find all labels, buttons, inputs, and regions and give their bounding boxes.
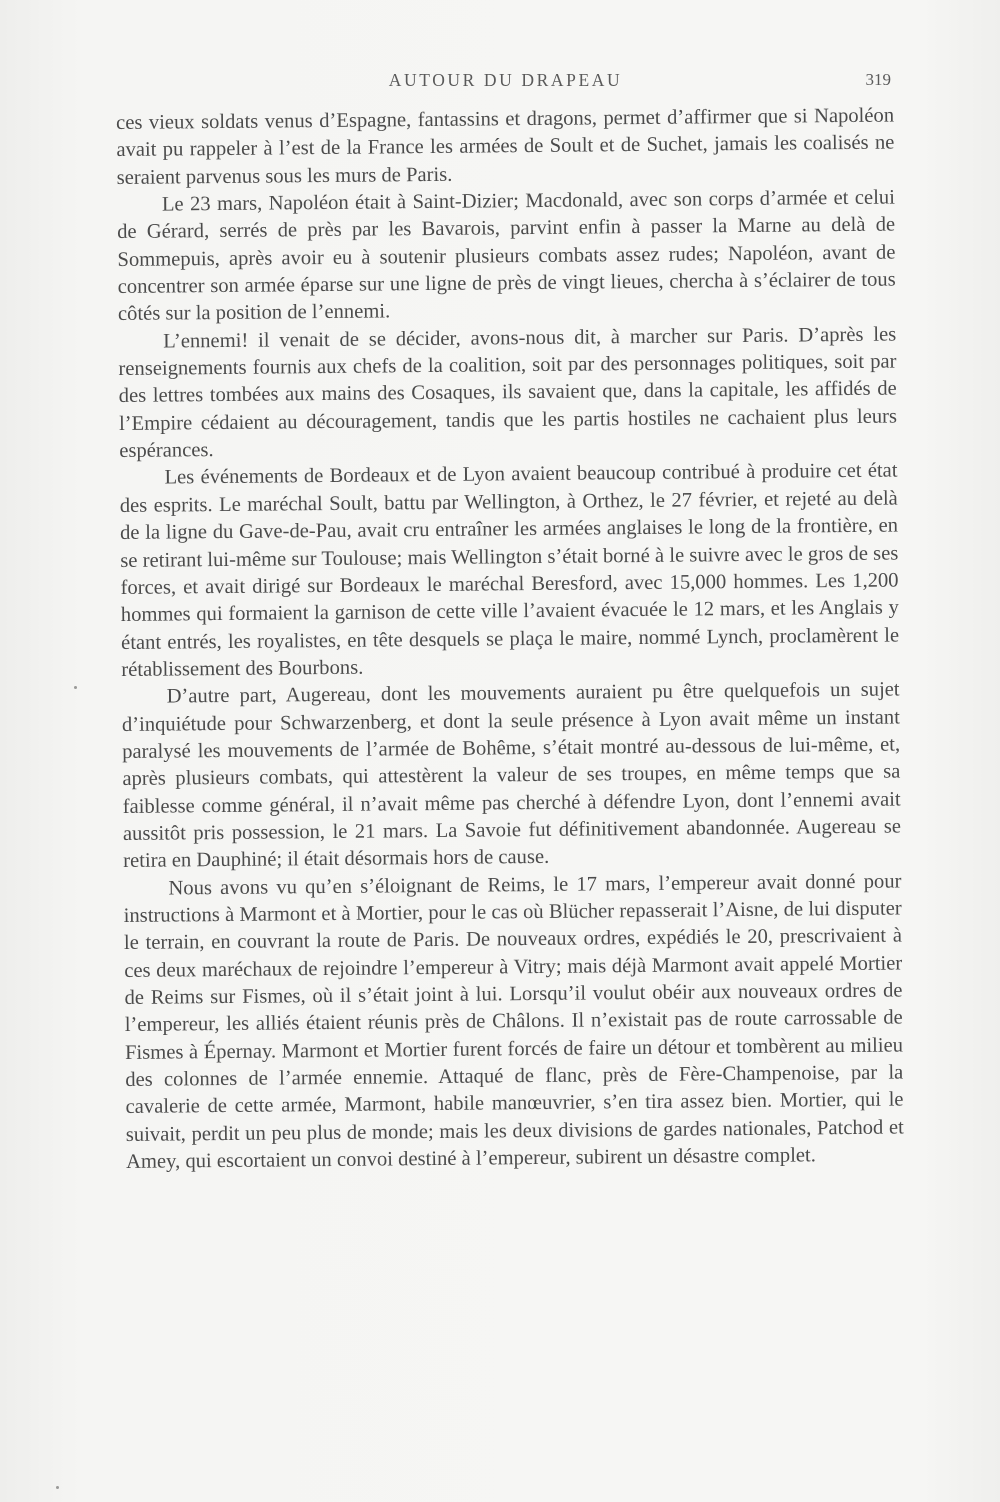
paper-speck	[56, 1486, 59, 1489]
paragraph-1: ces vieux soldats venus d’Espagne, fantassins et dragons, permet d’affirmer que si Napoléon avait pu rappeler à l’est de la France les armées de Soult et de Suchet, jamais les coalisés ne seraient parvenus sous les murs de Paris.	[116, 104, 895, 189]
paragraph-3: L’ennemi! il venait de se décider, avons-nous dit, à marcher sur Paris. D’après les renseignements fournis aux chefs de la coalition, soit par des personnages politiques, soit par des lettres tombées aux mains des Cosaques, ils savaient que, dans la capitale, les affidés de l’Empire cédaient au découragement, tandis que les partis hostiles ne cachaient plus leurs espérances.	[118, 323, 898, 463]
paper-speck	[74, 686, 77, 689]
page-number: 319	[865, 70, 891, 89]
paragraph-6: Nous avons vu qu’en s’éloignant de Reims, le 17 mars, l’empereur avait donné pour instructions à Marmont et à Mortier, pour le cas où Blücher repasserait l’Aisne, de lui disputer le terrain, en couvrant la route de Paris. De nouveaux ordres, expédiés le 20, prescrivaient à ces deux maréchaux de rejoindre l’empereur à Vitry; mais déjà Marmont avait appelé Mortier de Reims sur Fismes, où il s’était joint à lui. Lorsqu’il voulut obéir aux nouveaux ordres de l’empereur, les alliés étaient réunis près de Châlons. Il n’existait pas de route carrossable de Fismes à Épernay. Marmont et Mortier furent forcés de faire un détour et tombèrent au milieu des colonnes de l’armée ennemie. Attaqué de flanc, près de Fère-Champenoise, par la cavalerie de cette armée, Marmont, habile manœuvrier, s’en tira assez bien. Mortier, qui le suivait, perdit un peu plus de monde; mais les deux divisions de gardes nationales, Patchod et Amey, qui escortaient un convoi destiné à l’empereur, subirent un désastre complet.	[123, 870, 904, 1174]
running-head	[118, 70, 893, 100]
running-title: AUTOUR DU DRAPEAU	[388, 70, 623, 90]
paragraph-4: Les événements de Bordeaux et de Lyon avaient beaucoup contribué à produire cet état des esprits. Le maréchal Soult, battu par Wellington, à Orthez, le 27 février, et rejeté au delà de la ligne du Gave-de-Pau, avait cru entraîner les armées anglaises le long de la frontière, en se retirant lui-même sur Toulouse; mais Wellington s’était borné à le suivre avec le gros de ses forces, et avait dirigé sur Bordeaux le maréchal Beresford, avec 15,000 hommes. Les 1,200 hommes qui formaient la garnison de cette ville l’avaient évacuée le 12 mars, et les Anglais y étant entrés, les royalistes, en tête desquels se plaça le maire, nommé Lynch, proclamèrent le rétablissement des Bourbons.	[119, 459, 900, 681]
paragraph-2: Le 23 mars, Napoléon était à Saint-Dizier; Macdonald, avec son corps d’armée et celui de Gérard, serrés de près par les Bavarois, parvint enfin à passer la Marne au delà de Sommepuis, après avoir eu à soutenir plusieurs combats assez rudes; Napoléon, avant de concentrer son armée éparse sur une ligne de près de vingt lieues, chercha à s’éclairer de tous côtés sur la position de l’ennemi.	[117, 186, 896, 326]
body-text	[116, 103, 904, 1177]
paragraph-5: D’autre part, Augereau, dont les mouvements auraient pu être quelquefois un sujet d’inquiétude pour Schwarzenberg, et dont la seule présence à Lyon avait même un instant paralysé les mouvements de l’armée de Bohême, s’était montré au-dessous de lui-même, et, après plusieurs combats, qui attestèrent la valeur de ses troupes, en même temps que sa faiblesse comme général, il n’avait même pas cherché à défendre Lyon, dont l’ennemi avait aussitôt pris possession, le 21 mars. La Savoie fut définitivement abandonnée. Augereau se retira en Dauphiné; il était désormais hors de cause.	[121, 678, 902, 873]
